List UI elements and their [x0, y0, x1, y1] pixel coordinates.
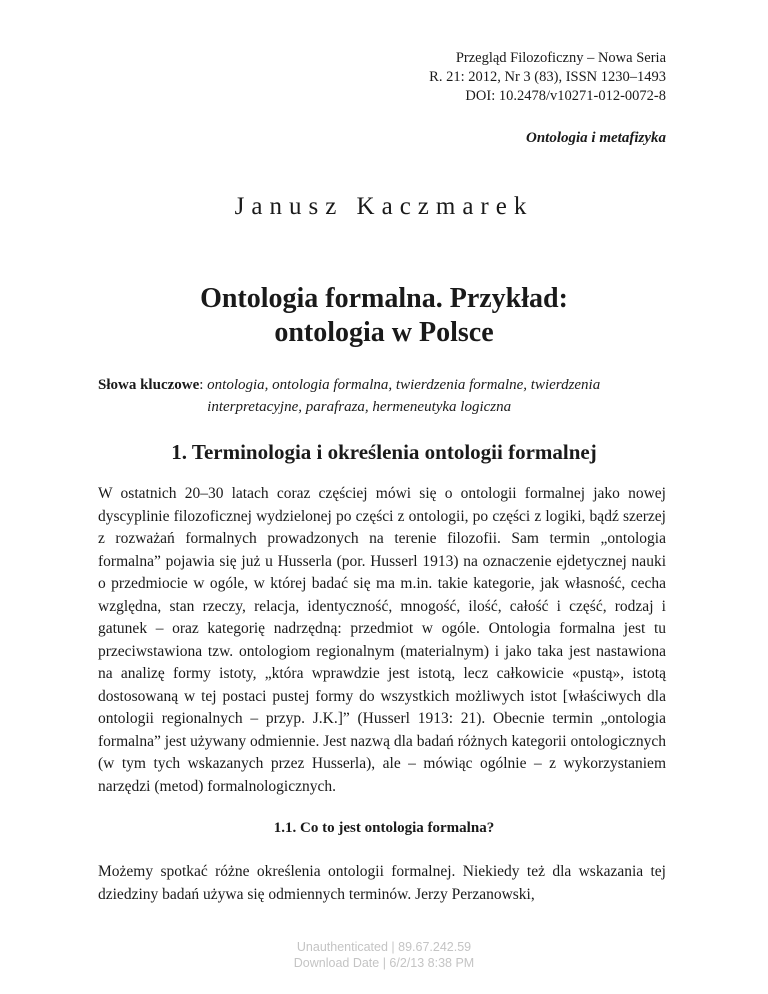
section-1-1-paragraph: Możemy spotkać różne określenia ontologii formalnej. Niekiedy też dla wskazania tej dziedziny badań używa się odmiennych terminów. Jerzy Perzanowski, — [98, 863, 666, 903]
journal-header — [429, 49, 666, 106]
volume-info: R. 21: 2012, Nr 3 (83), ISSN 1230–1493 — [429, 69, 666, 85]
doi: DOI: 10.2478/v10271-012-0072-8 — [465, 88, 666, 104]
keywords-block — [98, 374, 666, 418]
section-1-1-heading: 1.1. Co to jest ontologia formalna? — [273, 820, 495, 836]
section-1-paragraph: W ostatnich 20–30 latach coraz częściej mówi się o ontologii formalnej jako nowej dyscyplinie filozoficznej wydzielonej po części z ontologii, po części z logiki, bądź szerzej z rozważań formalnych prowadzonych na terenie filozofii. Sam termin „ontologia formalna” pojawia się już u Husserla (por. Husserl 1913) na oznaczenie ejdetycznej nauki o przedmiocie w ogóle, w której badać się ma m.in. takie kategorie, jak własność, cecha względna, stan rzeczy, relacja, identyczność, mnogość, ilość, całość i część, rodzaj i gatunek – oraz kategorię nadrzędną: przedmiot w ogóle. Ontologia formalna jest tu przeciwstawiona tzw. ontologiom regionalnym (materialnym) i jako taka jest nastawiona na analizę formy istoty, „która wprawdzie jest istotą, lecz całkowicie «pustą», istotą dostosowaną w tej postaci pustej formy do wszystkich możliwych istot [właściwych dla ontologii regionalnych – przyp. J.K.]” (Husserl 1913: 21). Obecnie termin „ontologia formalna” jest używany odmiennie. Jest nazwą dla badań różnych kategorii ontologicznych (w tym tych wskazanych przez Husserla), ale – mówiąc ogólnie – z wykorzystaniem narzędzi (metod) formalnologicznych. — [98, 485, 666, 795]
author-name: Janusz Kaczmarek — [234, 193, 534, 220]
keywords-colon: : — [199, 377, 208, 393]
section-tag: Ontologia i metafizyka — [526, 130, 666, 146]
article-title — [0, 282, 768, 350]
keywords-label: Słowa kluczowe — [98, 377, 200, 393]
title-line-2: ontologia w Polsce — [274, 317, 494, 348]
download-watermark — [0, 939, 768, 971]
section-1-heading: 1. Terminologia i określenia ontologii formalnej — [171, 440, 597, 464]
keywords-list: ontologia, ontologia formalna, twierdzenia formalne, twierdzenia interpretacyjne, parafraza, hermeneutyka logiczna — [207, 377, 601, 415]
title-line-1: Ontologia formalna. Przykład: — [200, 283, 568, 314]
watermark-line-1: Unauthenticated | 89.67.242.59 — [296, 940, 472, 954]
journal-name: Przegląd Filozoficzny – Nowa Seria — [455, 50, 666, 66]
watermark-line-2: Download Date | 6/2/13 8:38 PM — [293, 956, 475, 970]
